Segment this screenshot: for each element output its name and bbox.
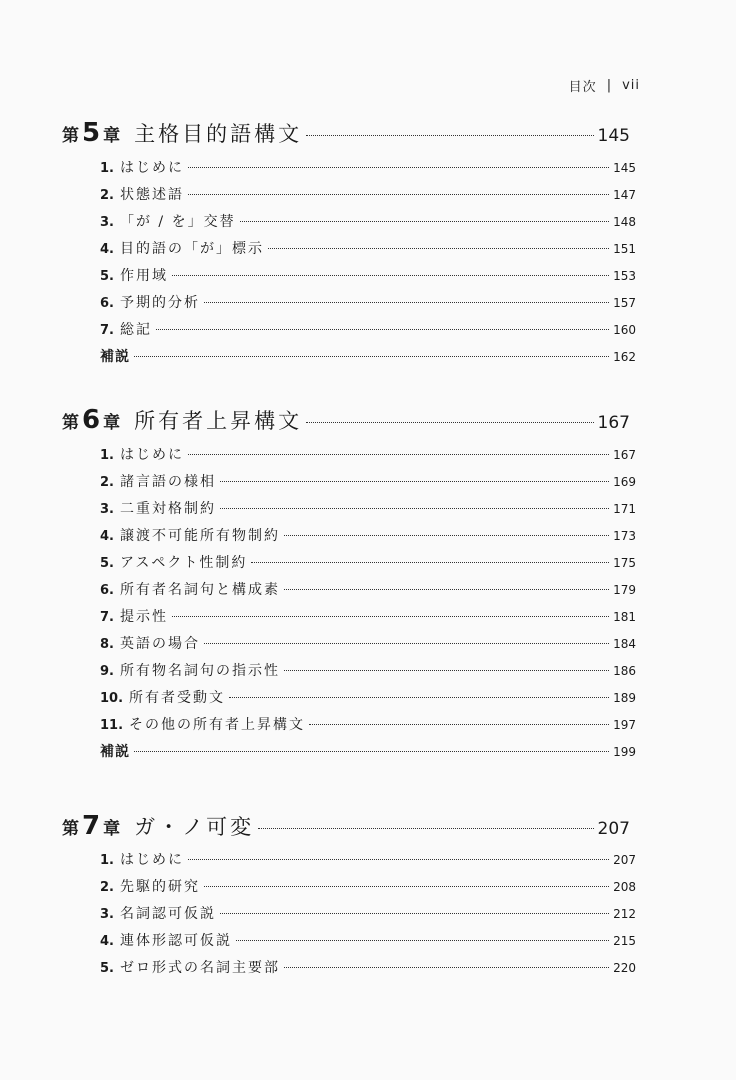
dot-leader <box>284 589 609 590</box>
toc-entry[interactable] <box>100 876 636 903</box>
entry-number: 3. <box>100 215 114 230</box>
running-head-separator: | <box>606 78 613 93</box>
chapter-page: 145 <box>597 126 630 146</box>
entry-page: 208 <box>613 880 636 894</box>
toc-entry[interactable] <box>100 849 636 876</box>
entry-page: 157 <box>613 296 636 310</box>
chapter-prefix: 第 <box>62 126 79 146</box>
dot-leader <box>188 454 609 455</box>
entry-title: 先駆的研究 <box>119 879 200 895</box>
toc-entry[interactable] <box>100 633 636 660</box>
entry-title: アスペクト性制約 <box>119 555 248 571</box>
chapter-prefix: 第 <box>62 413 79 433</box>
toc-entry[interactable] <box>100 930 636 957</box>
toc-supplement[interactable] <box>100 741 636 768</box>
entry-page: 147 <box>613 188 636 202</box>
entry-page: 171 <box>613 502 636 516</box>
toc-entry[interactable] <box>100 265 636 292</box>
dot-leader <box>240 221 609 222</box>
dot-leader <box>204 643 609 644</box>
toc-entry[interactable] <box>100 471 636 498</box>
chapter-title: 所有者上昇構文 <box>134 409 303 433</box>
entry-number: 3. <box>100 502 114 517</box>
toc-entry[interactable] <box>100 238 636 265</box>
entry-title: 諸言語の様相 <box>119 474 216 490</box>
entry-page: 169 <box>613 475 636 489</box>
entry-number: 2. <box>100 188 114 203</box>
toc-entry[interactable] <box>100 606 636 633</box>
toc-supplement[interactable] <box>100 346 636 373</box>
toc-entry[interactable] <box>100 957 636 984</box>
entry-page: 212 <box>613 907 636 921</box>
chapter-number: 7 <box>82 811 101 841</box>
entry-number: 10. <box>100 691 124 706</box>
entry-number: 5. <box>100 961 114 976</box>
entry-number: 1. <box>100 448 114 463</box>
entry-title: はじめに <box>119 852 184 868</box>
entry-page: 151 <box>613 242 636 256</box>
entry-number: 11. <box>100 718 124 733</box>
chapter-6-heading[interactable] <box>62 405 630 435</box>
dot-leader <box>309 724 609 725</box>
entry-number: 2. <box>100 880 114 895</box>
entry-title: 予期的分析 <box>119 295 200 311</box>
entry-page: 186 <box>613 664 636 678</box>
entry-page: 220 <box>613 961 636 975</box>
entry-page: 148 <box>613 215 636 229</box>
entry-page: 162 <box>613 350 636 364</box>
dot-leader <box>284 670 609 671</box>
toc-entry[interactable] <box>100 579 636 606</box>
entry-number: 9. <box>100 664 114 679</box>
dot-leader <box>220 913 609 914</box>
dot-leader <box>306 422 593 423</box>
entry-title: はじめに <box>119 160 184 176</box>
entry-number: 1. <box>100 161 114 176</box>
entry-page: 179 <box>613 583 636 597</box>
dot-leader <box>188 859 609 860</box>
dot-leader <box>229 697 609 698</box>
dot-leader <box>204 302 609 303</box>
chapter-7-heading[interactable] <box>62 811 630 841</box>
entry-number: 8. <box>100 637 114 652</box>
entry-page: 153 <box>613 269 636 283</box>
dot-leader <box>204 886 609 887</box>
toc-entry[interactable] <box>100 211 636 238</box>
entry-title: 目的語の「が」標示 <box>119 241 264 257</box>
running-head <box>569 76 640 95</box>
entry-title: 二重対格制約 <box>119 501 216 517</box>
dot-leader <box>172 616 609 617</box>
entry-title: 総記 <box>119 322 152 338</box>
entry-page: 189 <box>613 691 636 705</box>
toc-entry[interactable] <box>100 660 636 687</box>
toc-entry[interactable] <box>100 444 636 471</box>
entry-title: その他の所有者上昇構文 <box>129 717 306 733</box>
toc-entry[interactable] <box>100 714 636 741</box>
entry-number: 2. <box>100 475 114 490</box>
entry-title: 連体形認可仮説 <box>119 933 232 949</box>
chapter-5-heading[interactable] <box>62 118 630 148</box>
entry-title: 所有者受動文 <box>129 690 226 706</box>
dot-leader <box>268 248 609 249</box>
running-head-section: 目次 <box>568 80 597 95</box>
entry-title: ゼロ形式の名詞主要部 <box>119 960 280 976</box>
chapter-7-entries <box>100 849 636 984</box>
entry-number: 5. <box>100 556 114 571</box>
toc-entry[interactable] <box>100 552 636 579</box>
entry-page: 199 <box>613 745 636 759</box>
entry-page: 145 <box>613 161 636 175</box>
chapter-page: 167 <box>597 413 630 433</box>
toc-entry[interactable] <box>100 184 636 211</box>
entry-page: 167 <box>613 448 636 462</box>
dot-leader <box>236 940 609 941</box>
running-head-page: vii <box>622 78 640 93</box>
entry-title: 所有物名詞句の指示性 <box>119 663 280 679</box>
dot-leader <box>134 751 609 752</box>
entry-page: 184 <box>613 637 636 651</box>
entry-number: 6. <box>100 583 114 598</box>
toc-entry[interactable] <box>100 498 636 525</box>
entry-title: 所有者名詞句と構成素 <box>119 582 280 598</box>
chapter-5-entries <box>100 157 636 373</box>
entry-number: 4. <box>100 242 114 257</box>
entry-title: 状態述語 <box>119 187 184 203</box>
entry-title: 譲渡不可能所有物制約 <box>119 528 280 544</box>
chapter-suffix: 章 <box>103 126 121 146</box>
dot-leader <box>156 329 609 330</box>
entry-number: 7. <box>100 610 114 625</box>
supplement-title: 補説 <box>100 744 130 760</box>
entry-page: 181 <box>613 610 636 624</box>
entry-number: 1. <box>100 853 114 868</box>
chapter-suffix: 章 <box>103 819 121 839</box>
entry-number: 4. <box>100 529 114 544</box>
entry-number: 4. <box>100 934 114 949</box>
dot-leader <box>251 562 609 563</box>
toc-entry[interactable] <box>100 319 636 346</box>
chapter-title: ガ・ノ可変 <box>134 815 255 839</box>
entry-title: 提示性 <box>119 609 168 625</box>
toc-entry[interactable] <box>100 687 636 714</box>
chapter-title: 主格目的語構文 <box>134 122 303 146</box>
dot-leader <box>258 828 593 829</box>
toc-entry[interactable] <box>100 292 636 319</box>
dot-leader <box>188 167 609 168</box>
toc-entry[interactable] <box>100 525 636 552</box>
dot-leader <box>220 508 609 509</box>
toc-entry[interactable] <box>100 903 636 930</box>
entry-page: 175 <box>613 556 636 570</box>
entry-number: 5. <box>100 269 114 284</box>
entry-page: 173 <box>613 529 636 543</box>
entry-title: 作用域 <box>119 268 168 284</box>
entry-page: 207 <box>613 853 636 867</box>
dot-leader <box>220 481 609 482</box>
chapter-number: 6 <box>82 405 101 435</box>
dot-leader <box>306 135 593 136</box>
dot-leader <box>172 275 609 276</box>
entry-page: 215 <box>613 934 636 948</box>
toc-entry[interactable] <box>100 157 636 184</box>
supplement-title: 補説 <box>100 349 130 365</box>
chapter-suffix: 章 <box>103 413 121 433</box>
dot-leader <box>134 356 609 357</box>
chapter-number: 5 <box>82 118 101 148</box>
entry-title: はじめに <box>119 447 184 463</box>
entry-page: 160 <box>613 323 636 337</box>
entry-page: 197 <box>613 718 636 732</box>
chapter-6-entries <box>100 444 636 768</box>
entry-title: 英語の場合 <box>119 636 200 652</box>
entry-number: 7. <box>100 323 114 338</box>
entry-number: 3. <box>100 907 114 922</box>
dot-leader <box>284 535 609 536</box>
entry-title: 「が / を」交替 <box>119 214 236 230</box>
dot-leader <box>284 967 609 968</box>
dot-leader <box>188 194 609 195</box>
chapter-prefix: 第 <box>62 819 79 839</box>
chapter-page: 207 <box>597 819 630 839</box>
entry-number: 6. <box>100 296 114 311</box>
entry-title: 名詞認可仮説 <box>119 906 216 922</box>
